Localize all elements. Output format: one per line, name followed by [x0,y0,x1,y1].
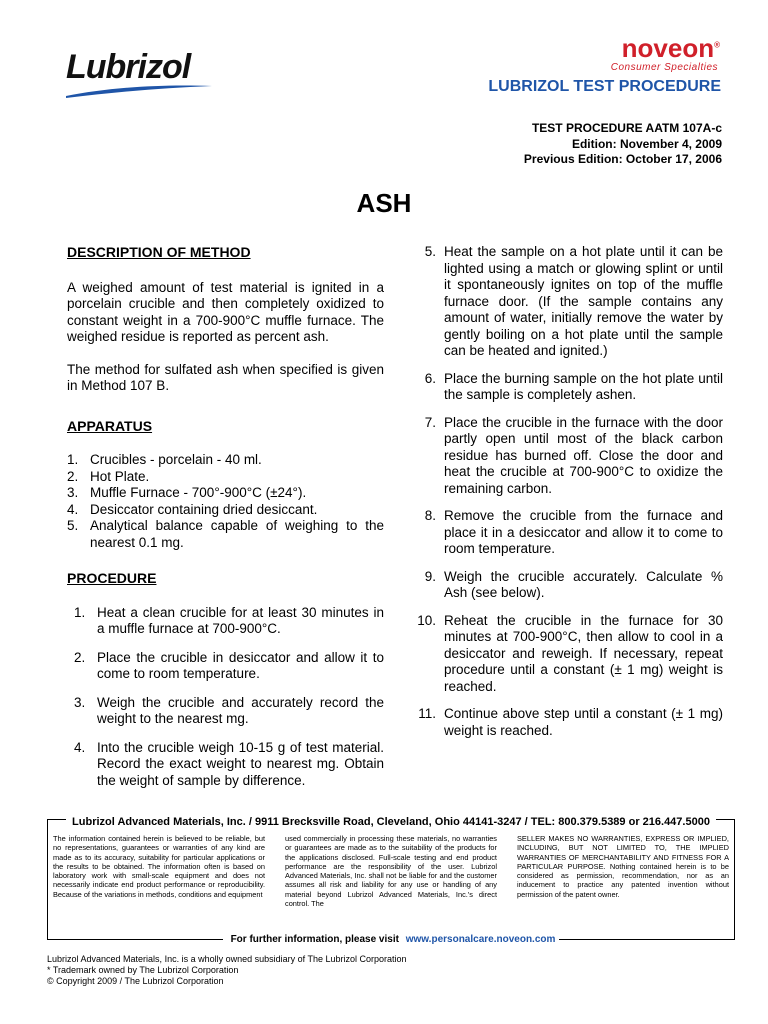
procedure-list-right [405,244,723,739]
noveon-logo [582,33,724,75]
website-link[interactable]: www.personalcare.noveon.com [405,934,556,945]
left-column [67,244,384,789]
test-info-block [524,121,722,168]
description-heading: DESCRIPTION OF METHOD [67,244,251,260]
list-item: 1. Heat a clean crucible for at least 30 minutes in a muffle furnace at 700-900°C. [74,604,384,636]
lubrizol-logo [66,46,212,98]
disclaimer-column-1: The information contained herein is believed to be reliable, but no representations, guarantees or warranties of any kind are made as to its accuracy, suitability for particular applications or the results to be obtained. The information often is based on laboratory work with small-scale equipment and does not necessarily indicate end product performance or reproducibility. Because of the variations in methods, conditions and equipment [53,834,265,899]
list-item: 4. Into the crucible weigh 10-15 g of test material. Record the exact weight to nearest mg. Obtain the weight of sample by difference. [74,739,384,788]
company-address: Lubrizol Advanced Materials, Inc. / 9911 Brecksville Road, Cleveland, Ohio 44141-3247 / TEL: 800.379.5389 or 216.447.5000 [66,816,716,828]
copyright-note: © Copyright 2009 / The Lubrizol Corporation [47,976,224,986]
disclaimer-column-2: used commercially in processing these materials, no warranties or guarantees are made as to the suitability of the products for the applications disclosed. Full-scale testing and end product performance are the responsibility of the user. Lubrizol Advanced Materials, Inc. shall not be liable for and the customer assumes all risk and liability for any use or handling of any material beyond Lubrizol Advanced Materials, Inc.'s direct control. The [285,834,497,909]
list-item: 7. Place the crucible in the furnace with the door partly open until most of the black carbon residue has burned off. Close the door and heat the crucible at 700-900°C to oxidize the remaining carbon. [424,414,723,496]
subsidiary-note: Lubrizol Advanced Materials, Inc. is a wholly owned subsidiary of The Lubrizol Corporation [47,954,407,964]
list-item: 5. Heat the sample on a hot plate until it can be lighted using a match or glowing splint or until it spontaneously ignites on top of the muffle furnace door. (If the sample contains any amount of water, initially remove the water by gently boiling on a hot plate until the sample can be heated and ignited.) [424,244,723,358]
test-procedure-number: TEST PROCEDURE AATM 107A-c [531,121,722,135]
list-item: 5. Analytical balance capable of weighing to the nearest 0.1 mg. [67,518,384,550]
disclaimer-column-3: SELLER MAKES NO WARRANTIES, EXPRESS OR IMPLIED, INCLUDING, BUT NOT LIMITED TO, THE IMPLIED WARRANTIES OF MERCHANTABILITY AND FITNESS FOR A PARTICULAR PURPOSE. Nothing contained herein is to be considered as permission, recommendation, nor as an inducement to practice any patented invention without permission of the patent owner. [517,834,729,899]
list-item: 9. Weigh the crucible accurately. Calculate % Ash (see below). [424,568,723,600]
list-item: 6. Place the burning sample on the hot plate until the sample is completely ashen. [424,370,723,402]
procedure-heading: PROCEDURE [67,570,157,586]
description-paragraph-2: The method for sulfated ash when specified is given in Method 107 B. [67,361,384,393]
procedure-list-left [67,605,384,790]
list-item: 3. Muffle Furnace - 700°-900°C (±24°). [67,485,307,500]
previous-edition-date: Previous Edition: October 17, 2006 [523,152,722,166]
footer-box [47,812,735,950]
list-item: 2. Hot Plate. [67,468,150,484]
apparatus-list [67,452,384,551]
registered-mark: ® [714,40,720,50]
list-item: 4. Desiccator containing dried desiccant. [67,501,318,517]
lubrizol-logo-text: Lubrizol [66,48,191,86]
further-info-text: For further information, please visit [227,934,406,945]
bottom-notes [47,954,407,987]
procedure-label: LUBRIZOL TEST PROCEDURE [488,78,721,95]
list-item: 3. Weigh the crucible and accurately record the weight to the nearest mg. [74,694,384,726]
description-paragraph-1: A weighed amount of test material is ignited in a porcelain crucible and then completely oxidized to constant weight in a 700-900°C muffle furnace. The weighed residue is reported as percent ash. [67,279,384,344]
list-item: 2. Place the crucible in desiccator and allow it to come to room temperature. [74,649,384,681]
edition-date: Edition: November 4, 2009 [571,136,722,151]
lubrizol-swoosh-icon [66,82,212,98]
trademark-note: * Trademark owned by The Lubrizol Corporation [47,965,239,975]
page-title: ASH [356,188,412,218]
noveon-logo-text: noveon [621,33,715,63]
noveon-tagline: Consumer Specialties [610,62,718,73]
list-item: 1. Crucibles - porcelain - 40 ml. [67,452,262,467]
list-item: 10. Reheat the crucible in the furnace for 30 minutes at 700-900°C, then allow to cool in a desiccator and reweigh. If necessary, repeat procedure until a constant (± 1 mg) weight is reached. [417,612,723,694]
list-item: 8. Remove the crucible from the furnace and place it in a desiccator and allow it to come to room temperature. [424,508,723,556]
list-item: 11. Continue above step until a constant (± 1 mg) weight is reached. [418,706,723,738]
right-column [405,244,723,739]
apparatus-heading: APPARATUS [67,417,153,434]
